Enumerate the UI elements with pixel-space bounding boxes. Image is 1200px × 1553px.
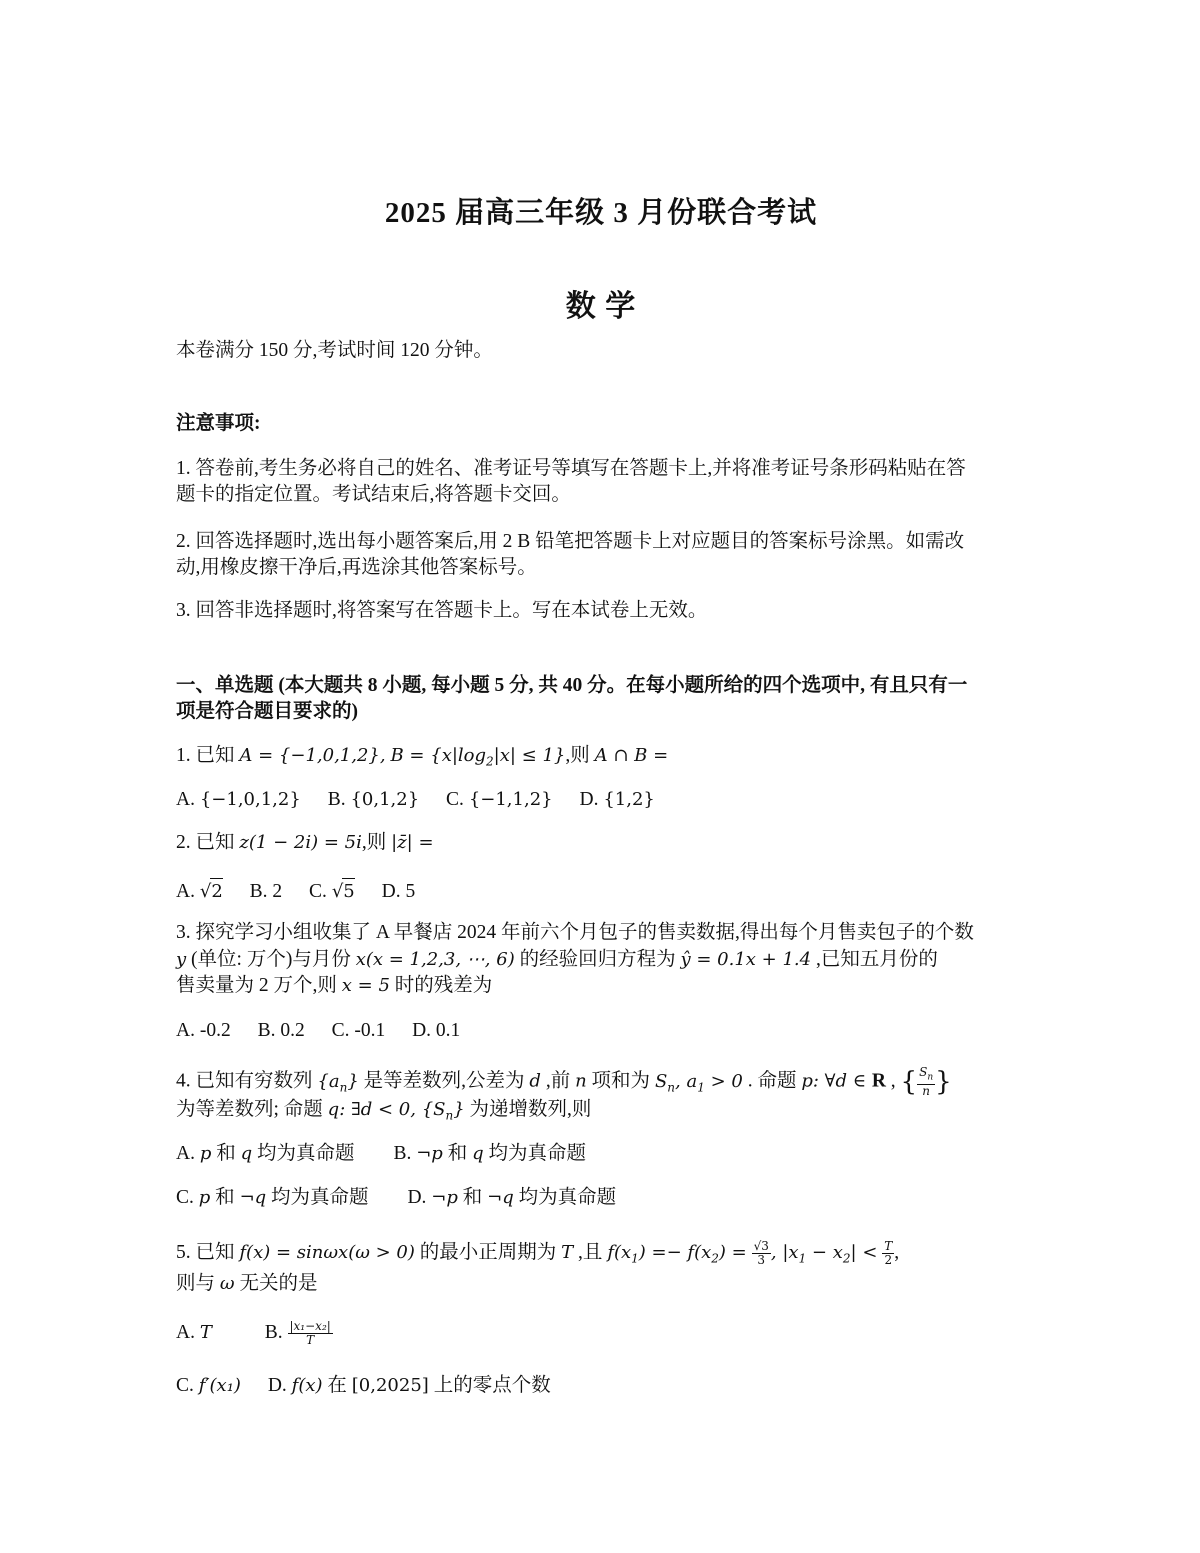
q3-option-a: A. -0.2: [176, 1020, 231, 1041]
q3-option-c: C. -0.1: [331, 1020, 386, 1041]
q4-option-c: C. p 和 ¬q 均为真命题: [176, 1187, 369, 1208]
q4-option-d: D. ¬p 和 ¬q 均为真命题: [407, 1187, 617, 1208]
q2-stem: [176, 830, 1026, 856]
q1-options: [176, 787, 1026, 813]
q2-expr: |z̄| =: [391, 832, 434, 853]
q1-option-d: D. {1,2}: [579, 789, 655, 810]
q3-options: [176, 1018, 1026, 1044]
q2-option-b: B. 2: [249, 881, 283, 902]
exam-info: 本卷满分 150 分,考试时间 120 分钟。: [176, 340, 493, 361]
q2-option-c: C. √5: [309, 878, 355, 905]
subject-title: 数 学: [565, 290, 637, 323]
q1-option-b: B. {0,1,2}: [327, 789, 420, 810]
notice-item-1-line-1: 1. 答卷前,考生务必将自己的姓名、准考证号等填写在答题卡上,并将准考证号条形码粘贴在答: [176, 458, 966, 479]
notice-heading: 注意事项:: [176, 413, 261, 434]
q2-option-d: D. 5: [381, 881, 416, 902]
section1-heading-line-1: 一、单选题 (本大题共 8 小题, 每小题 5 分, 共 40 分。在每小题所给的四个选项中, 有且只有一: [176, 675, 968, 696]
q5-option-b: B. $\frac{\text{|x₁−x₂|}}{T}$: [264, 1319, 331, 1348]
notice-item-2-line-1: 2. 回答选择题时,选出每小题答案后,用 2 B 铅笔把答题卡上对应题目的答案标号涂黑。如需改: [176, 531, 965, 552]
notice-item-2-line-2: 动,用橡皮擦干净后,再选涂其他答案标号。: [176, 557, 537, 578]
q3-line-1: 3. 探究学习小组收集了 A 早餐店 2024 年前六个月包子的售卖数据,得出每个月售卖包子的个数: [176, 922, 974, 943]
q2-options: [176, 878, 1026, 905]
q5-option-a: A. T: [176, 1322, 212, 1343]
q5-sqrt3-over-3-fraction: $\frac{√3}{3}$: [753, 1239, 769, 1268]
q5-line-1: 5. 已知 f(x) = sinωx(ω > 0) 的最小正周期为 T ,且 $f(x_1) =- f(x_2)$ = $\frac{√3}{3}$ , $|x_1 - x_2|$ < $\frac{T}{2}$ ,: [176, 1239, 900, 1268]
q3-regression-equation: ŷ = 0.1x + 1.4: [680, 949, 812, 970]
q5-line-2: 则与 ω 无关的是: [176, 1273, 318, 1294]
q4-option-a: A. p 和 q 均为真命题: [176, 1143, 355, 1164]
q1-mid: ,则: [565, 745, 590, 766]
q3-option-b: B. 0.2: [257, 1020, 305, 1041]
q1-set-a: A = {−1,0,1,2},: [239, 745, 386, 766]
q2-mid: ,则: [361, 832, 387, 853]
q1-stem: [176, 743, 1026, 775]
q5-option-c: C. f′(x₁): [176, 1375, 241, 1396]
q4-option-b: B. ¬p 和 q 均为真命题: [393, 1143, 586, 1164]
q1-option-c: C. {−1,1,2}: [446, 789, 553, 810]
q1-expr: A ∩ B =: [594, 745, 669, 766]
q1-prefix: 1. 已知: [176, 745, 235, 766]
q3-line-3: 售卖量为 2 万个,则 x = 5 时的残差为: [176, 975, 493, 996]
notice-item-1-line-2: 题卡的指定位置。考试结束后,将答题卡交回。: [176, 484, 571, 505]
q5-options-row-2: [176, 1373, 1026, 1399]
q5-option-d: D. f(x) 在 [0,2025] 上的零点个数: [267, 1375, 551, 1396]
q3-option-d: D. 0.1: [412, 1020, 461, 1041]
q4-line-1: 4. 已知有穷数列 $\{a_n\}$ 是等差数列,公差为 d ,前 n 项和为 $S_n$, $a_1 > 0$ . 命题 p: ∀d ∈ R , { $\frac{S_n}{n}$ }: [176, 1065, 952, 1099]
q3-line-2: y (单位: 万个)与月份 x(x = 1,2,3, ⋯, 6) 的经验回归方程为 ŷ = 0.1x + 1.4 ,已知五月份的: [176, 949, 938, 970]
q4-options-row-1: [176, 1141, 1026, 1167]
q4-sn-over-n-fraction: $\frac{S_n}{n}$: [919, 1065, 934, 1099]
notice-item-3: 3. 回答非选择题时,将答案写在答题卡上。写在本试卷上无效。: [176, 600, 708, 621]
q4-line-2: 为等差数列; 命题 q: ∃d < 0, $\{S_n\}$ 为递增数列,则: [176, 1099, 592, 1123]
q4-options-row-2: [176, 1185, 1026, 1211]
q1-set-b: $B = \{x|\log_2|x| \le 1\}$: [390, 745, 566, 769]
q5-options-row-1: [176, 1320, 1026, 1347]
q2-equation: z(1 − 2i) = 5i: [239, 832, 362, 853]
exam-title: 2025 届高三年级 3 月份联合考试: [384, 197, 818, 229]
section1-heading-line-2: 项是符合题目要求的): [176, 701, 358, 722]
q1-option-a: A. {−1,0,1,2}: [176, 789, 301, 810]
q2-option-a: A. √2: [176, 878, 223, 905]
q5-t-over-2-fraction: $\frac{T}{2}$: [884, 1239, 893, 1268]
q2-prefix: 2. 已知: [176, 832, 235, 853]
